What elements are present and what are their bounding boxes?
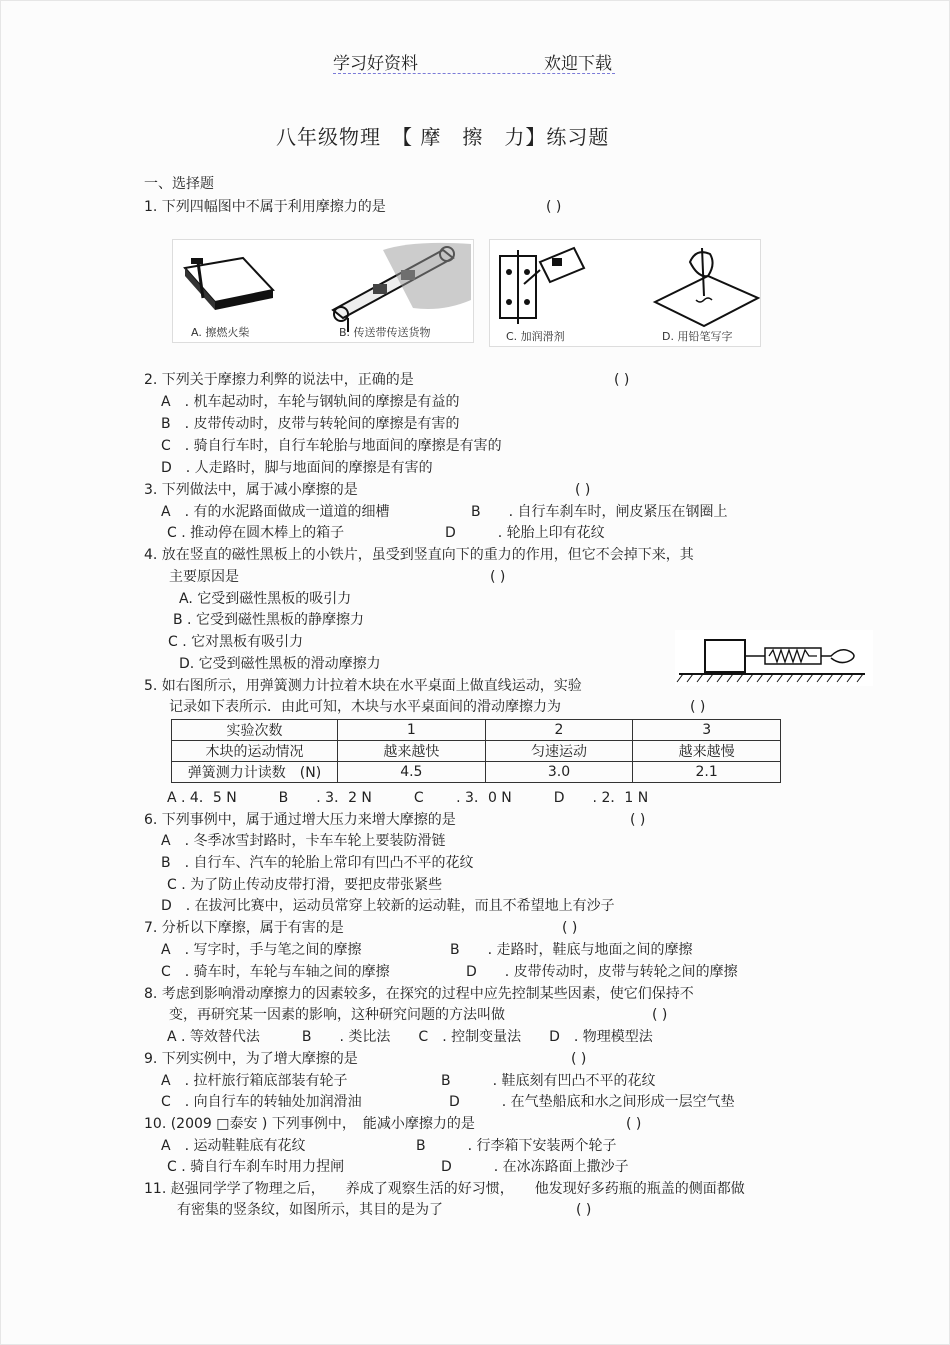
q4-option-d: D. 它受到磁性黑板的滑动摩擦力 (179, 656, 381, 672)
q9-option-d: D . 在气垫船底和水之间形成一层空气垫 (449, 1094, 735, 1110)
q10-option-b: B . 行李箱下安装两个轮子 (416, 1138, 617, 1154)
q5-figure (675, 630, 873, 686)
q1-stem: 1. 下列四幅图中不属于利用摩擦力的是 (144, 199, 386, 215)
q8-answer-paren: ( ) (652, 1007, 668, 1023)
q2-stem: 2. 下列关于摩擦力利弊的说法中，正确的是 (144, 372, 414, 388)
q1-caption-c: C. 加润滑剂 (506, 330, 565, 343)
section-heading: 一、选择题 (144, 176, 214, 192)
q10-option-d: D . 在冰冻路面上撒沙子 (441, 1159, 629, 1175)
spring-scale-block-illustration (675, 630, 873, 686)
q11-answer-paren: ( ) (576, 1202, 592, 1218)
q1-caption-a: A. 擦燃火柴 (191, 326, 250, 339)
table-cell: 越来越慢 (633, 741, 781, 762)
q1-caption-d: D. 用铅笔写字 (662, 330, 733, 343)
q5-record-table (171, 719, 781, 783)
table-cell: 2.1 (633, 762, 781, 783)
header-left: 学习好资料 (333, 54, 418, 74)
q6-option-d: D . 在拔河比赛中，运动员常穿上较新的运动鞋，而且不希望地上有沙子 (161, 898, 615, 914)
q8-stem: 8. 考虑到影响滑动摩擦力的因素较多，在探究的过程中应先控制某些因素，使它们保持不 (144, 986, 694, 1002)
q5-answer-paren: ( ) (690, 699, 706, 715)
q10-option-a: A . 运动鞋鞋底有花纹 (161, 1138, 306, 1154)
q10-stem: 10. (2009 □泰安 ) 下列事例中， 能减小摩擦力的是 (144, 1116, 475, 1132)
q9-stem: 9. 下列实例中，为了增大摩擦的是 (144, 1051, 358, 1067)
q9-option-a: A . 拉杆旅行箱底部装有轮子 (161, 1073, 348, 1089)
q2-option-a: A . 机车起动时，车轮与钢轨间的摩擦是有益的 (161, 394, 460, 410)
q6-answer-paren: ( ) (630, 812, 646, 828)
q2-option-d: D . 人走路时，脚与地面间的摩擦是有害的 (161, 460, 433, 476)
q7-stem: 7. 分析以下摩擦，属于有害的是 (144, 920, 344, 936)
table-cell: 4.5 (338, 762, 486, 783)
q8-options: A . 等效替代法 B . 类比法 C . 控制变量法 D . 物理模型法 (167, 1029, 653, 1045)
q7-option-a: A . 写字时，手与笔之间的摩擦 (161, 942, 362, 958)
table-cell: 弹簧测力计读数 (N) (172, 762, 338, 783)
q2-option-c: C . 骑自行车时，自行车轮胎与地面间的摩擦是有害的 (161, 438, 502, 454)
q1-figure-ab (172, 239, 474, 343)
header-divider (333, 73, 615, 74)
q7-answer-paren: ( ) (562, 920, 578, 936)
header-right: 欢迎下载 (544, 54, 612, 74)
q7-option-c: C . 骑车时，车轮与车轴之间的摩擦 (161, 964, 390, 980)
q3-answer-paren: ( ) (575, 482, 591, 498)
q3-option-c: C . 推动停在圆木棒上的箱子 (167, 525, 345, 541)
q4-answer-paren: ( ) (490, 569, 506, 585)
q6-option-c: C . 为了防止传动皮带打滑，要把皮带张紧些 (167, 877, 443, 893)
q8-stem-cont: 变，再研究某一因素的影响，这种研究问题的方法叫做 (169, 1007, 505, 1023)
q4-option-a: A. 它受到磁性黑板的吸引力 (179, 591, 352, 607)
table-cell: 2 (485, 720, 633, 741)
q1-answer-paren: ( ) (546, 199, 562, 215)
q7-option-d: D . 皮带传动时，皮带与转轮之间的摩擦 (466, 964, 738, 980)
q3-option-d: D . 轮胎上印有花纹 (445, 525, 605, 541)
q4-option-b: B . 它受到磁性黑板的静摩擦力 (173, 612, 364, 628)
q6-option-b: B . 自行车、汽车的轮胎上常印有凹凸不平的花纹 (161, 855, 474, 871)
q3-option-b: B . 自行车刹车时，闸皮紧压在钢圈上 (471, 504, 728, 520)
table-cell: 1 (338, 720, 486, 741)
q7-option-b: B . 走路时，鞋底与地面之间的摩擦 (450, 942, 693, 958)
q5-stem-cont: 记录如下表所示．由此可知，木块与水平桌面间的滑动摩擦力为 (169, 699, 561, 715)
table-cell: 3.0 (485, 762, 633, 783)
q4-option-c: C . 它对黑板有吸引力 (168, 634, 304, 650)
table-cell: 越来越快 (338, 741, 486, 762)
q1-caption-b: B. 传送带传送货物 (339, 326, 431, 339)
q10-answer-paren: ( ) (626, 1116, 642, 1132)
table-cell: 木块的运动情况 (172, 741, 338, 762)
q3-option-a: A . 有的水泥路面做成一道道的细槽 (161, 504, 390, 520)
q5-options: A . 4．5 N B . 3．2 N C . 3．0 N D . 2．1 N (167, 790, 649, 806)
q9-option-b: B . 鞋底刻有凹凸不平的花纹 (441, 1073, 656, 1089)
q6-stem: 6. 下列事例中，属于通过增大压力来增大摩擦的是 (144, 812, 456, 828)
q3-stem: 3. 下列做法中，属于减小摩擦的是 (144, 482, 358, 498)
q9-answer-paren: ( ) (571, 1051, 587, 1067)
table-cell: 匀速运动 (485, 741, 633, 762)
q10-option-c: C . 骑自行车刹车时用力捏闸 (167, 1159, 345, 1175)
page-title: 八年级物理 【 摩 擦 力】练习题 (276, 125, 610, 149)
q1-figure-cd (489, 239, 761, 347)
table-row (172, 762, 781, 783)
q4-stem: 4. 放在竖直的磁性黑板上的小铁片，虽受到竖直向下的重力的作用，但它不会掉下来，其 (144, 547, 694, 563)
q4-stem-cont: 主要原因是 (169, 569, 239, 585)
q11-stem-cont: 有密集的竖条纹，如图所示，其目的是为了 (177, 1202, 443, 1218)
table-row (172, 741, 781, 762)
q2-option-b: B . 皮带传动时，皮带与转轮间的摩擦是有害的 (161, 416, 460, 432)
table-cell: 3 (633, 720, 781, 741)
q11-stem: 11. 赵强同学学了物理之后， 养成了观察生活的好习惯， 他发现好多药瓶的瓶盖的侧面都做 (144, 1181, 745, 1197)
q2-answer-paren: ( ) (614, 372, 630, 388)
q9-option-c: C . 向自行车的转轴处加润滑油 (161, 1094, 362, 1110)
table-row (172, 720, 781, 741)
q5-stem: 5. 如右图所示，用弹簧测力计拉着木块在水平桌面上做直线运动，实验 (144, 678, 582, 694)
table-cell: 实验次数 (172, 720, 338, 741)
q6-option-a: A . 冬季冰雪封路时，卡车车轮上要装防滑链 (161, 833, 446, 849)
